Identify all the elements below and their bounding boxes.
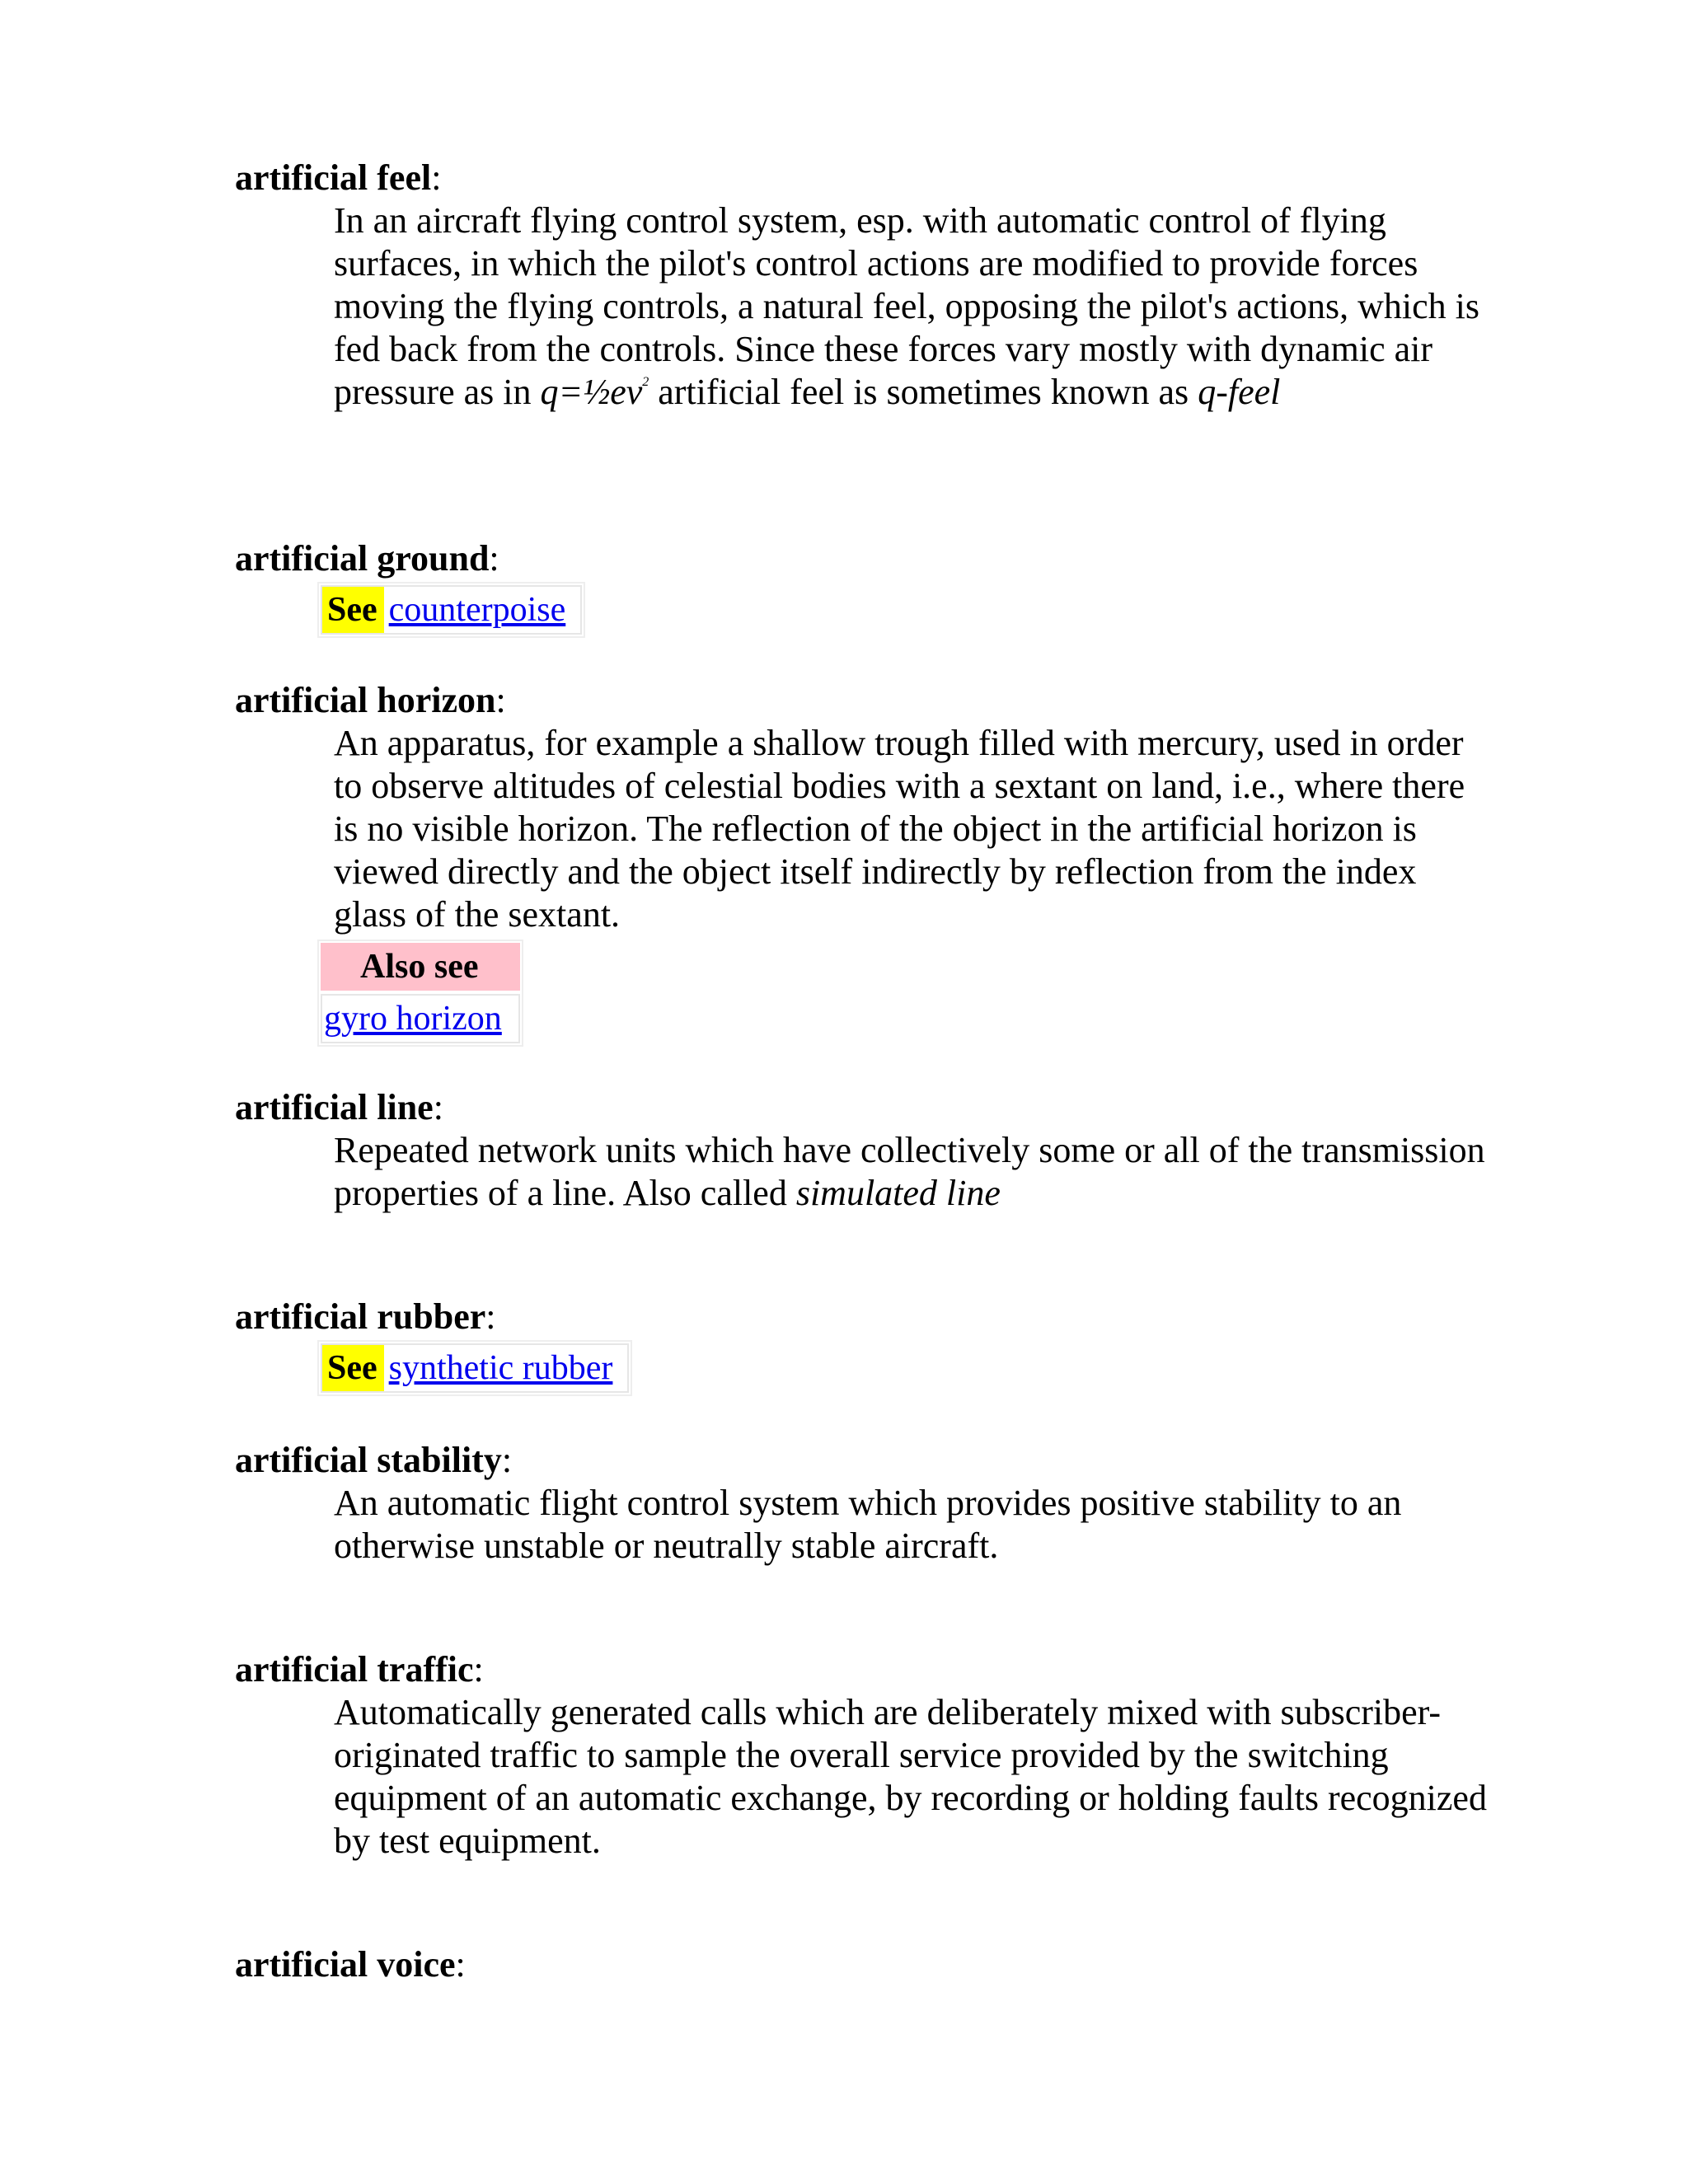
entry-definition: Repeated network units which have collectively some or all of the transmission properties of a line. Also called simulated line	[334, 1130, 1485, 1213]
see-label: See	[322, 1345, 384, 1391]
also-see-link-gyro-horizon[interactable]: gyro horizon	[324, 1000, 502, 1038]
entry-term: artificial traffic:	[235, 1649, 484, 1690]
entry-term: artificial voice:	[235, 1944, 466, 1985]
entry-term: artificial ground:	[235, 538, 499, 579]
entry-term: artificial stability:	[235, 1440, 513, 1480]
see-reference	[317, 582, 585, 638]
see-label: See	[322, 587, 384, 633]
entry-definition: An apparatus, for example a shallow trough filled with mercury, used in order to observe altitudes of celestial bodies with a sextant on land, i.e., where there is no visible horizon. The reflection of the object in the artificial horizon is viewed directly and the object itself indirectly by reflection from the index glass of the sextant.	[334, 723, 1465, 935]
entry-artificial-rubber	[235, 1296, 1471, 1396]
see-reference	[317, 1340, 632, 1396]
entry-artificial-stability	[235, 1439, 1471, 1568]
see-link-synthetic-rubber[interactable]: synthetic rubber	[388, 1349, 613, 1387]
entry-artificial-ground	[235, 537, 1471, 638]
also-see-label: Also see	[321, 943, 520, 991]
entry-term: artificial rubber:	[235, 1296, 496, 1337]
formula: $q=\frac{1}{2}ev^2$	[540, 372, 649, 412]
entry-artificial-horizon	[235, 679, 1471, 1047]
entry-artificial-feel	[235, 157, 1480, 414]
entry-term: artificial feel:	[235, 157, 442, 198]
also-see-box	[317, 940, 523, 1047]
entry-term: artificial line:	[235, 1087, 443, 1127]
entry-definition: Automatically generated calls which are deliberately mixed with subscriber- originated traffic to sample the overall service provided by the switching equipment of an automatic exchange, by recording or holding faults recognized by test equipment.	[334, 1692, 1487, 1861]
entry-artificial-voice	[235, 1943, 1471, 1986]
entry-artificial-traffic	[235, 1648, 1487, 1863]
entry-definition: An automatic flight control system which provides positive stability to an otherwise unstable or neutrally stable aircraft.	[334, 1483, 1402, 1566]
entry-definition: In an aircraft flying control system, esp. with automatic control of flying surfaces, in which the pilot's control actions are modified to provide forces moving the flying controls, a natural feel, opposing the pilot's actions, which is fed back from the controls. Since these forces vary mostly with dynamic air pressure as in $q=\frac{1}{2}ev^2$ artificial feel is sometimes known as q-feel	[334, 200, 1480, 412]
entry-term: artificial horizon:	[235, 680, 506, 720]
entry-artificial-line	[235, 1086, 1485, 1215]
see-link-counterpoise[interactable]: counterpoise	[388, 591, 566, 629]
